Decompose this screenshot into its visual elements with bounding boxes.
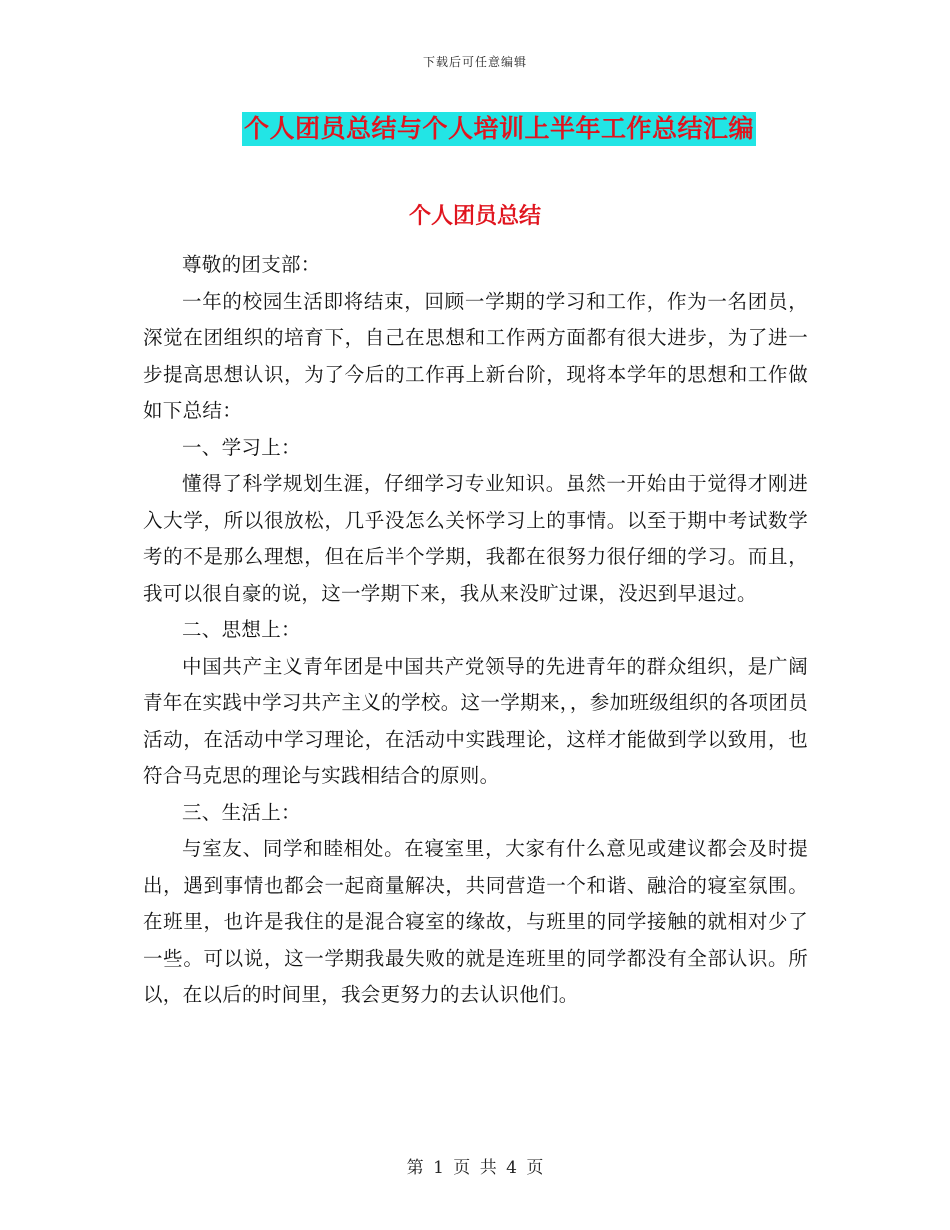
- thought-heading: 二、思想上：: [182, 618, 301, 641]
- header-note: 下载后可任意编辑: [422, 55, 527, 69]
- intro-paragraph: 一年的校园生活即将结束，回顾一学期的学习和工作，作为一名团员，深觉在团组织的培育下，自己在思想和工作两方面都有很大进步，为了进一步提高思想认识，为了今后的工作再上新台阶，现将本学年的思想和工作做如下总结：: [143, 289, 808, 422]
- study-heading: 一、学习上：: [182, 435, 301, 459]
- study-paragraph: 懂得了科学规划生涯，仔细学习专业知识。虽然一开始由于觉得才刚进入大学，所以很放松，几乎没怎么关怀学习上的事情。以至于期中考试数学考的不是那么理想，但在后半个学期，我都在很努力很仔细的学习。而且，我可以很自豪的说，这一学期下来，我从来没旷过课，没迟到早退过。: [143, 472, 808, 605]
- life-heading: 三、生活上：: [182, 800, 301, 824]
- salutation-paragraph: 尊敬的团支部：: [182, 253, 321, 276]
- page-number-footer: 第 1 页 共 4 页: [406, 1158, 544, 1178]
- section-title: 个人团员总结: [408, 204, 541, 229]
- document-title: 个人团员总结与个人培训上半年工作总结汇编: [242, 112, 756, 146]
- document-title-wrapper: [0, 112, 950, 146]
- thought-paragraph: 中国共产主义青年团是中国共产党领导的先进青年的群众组织，是广阔青年在实践中学习共产主义的学校。这一学期来，，参加班级组织的各项团员活动，在活动中学习理论，在活动中实践理论，这样才能做到学以致用，也符合马克思的理论与实践相结合的原则。: [143, 654, 808, 787]
- document-body: [143, 247, 808, 1014]
- life-paragraph: 与室友、同学和睦相处。在寝室里，大家有什么意见或建议都会及时提出，遇到事情也都会一起商量解决，共同营造一个和谐、融洽的寝室氛围。在班里，也许是我住的是混合寝室的缘故，与班里的同学接触的就相对少了一些。可以说，这一学期我最失败的就是连班里的同学都没有全部认识。所以，在以后的时间里，我会更努力的去认识他们。: [143, 837, 808, 1006]
